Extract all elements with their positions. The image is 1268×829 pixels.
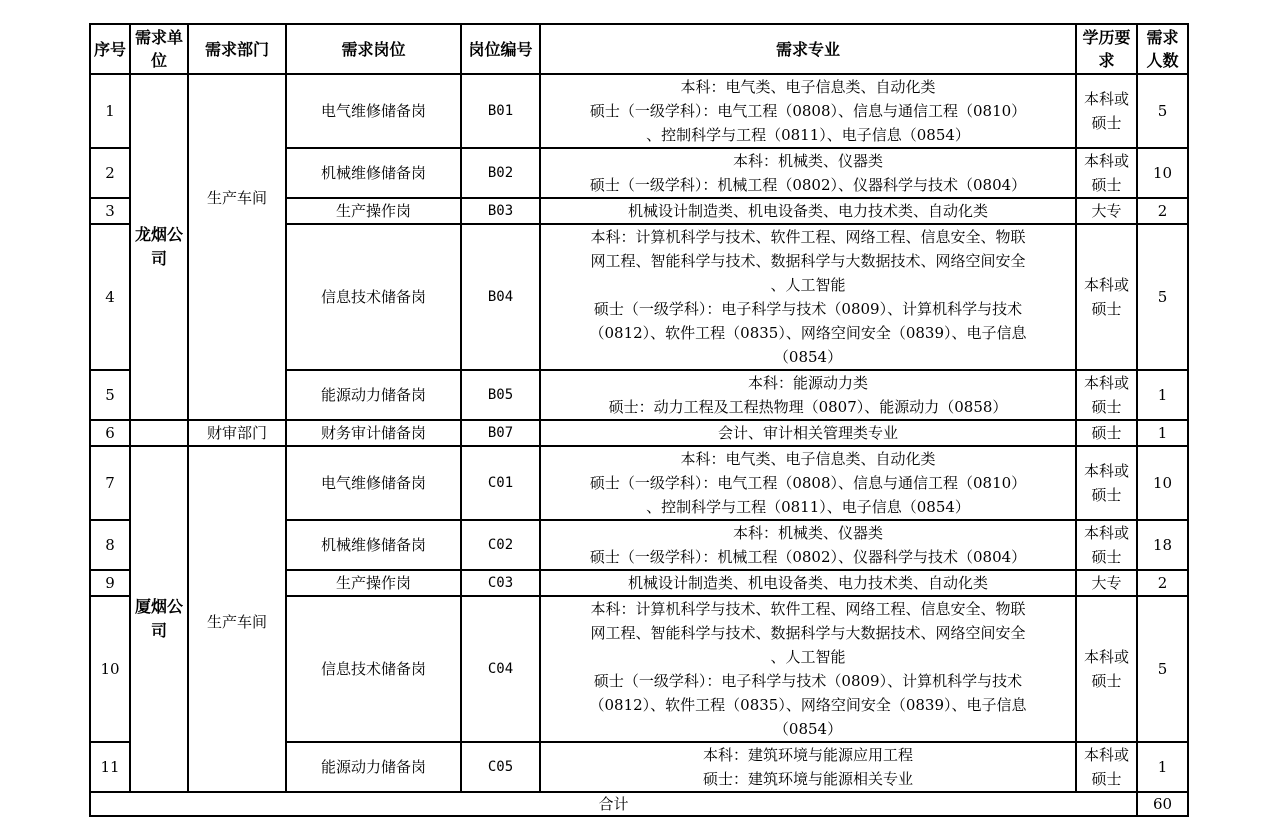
major-requirements xyxy=(540,570,1076,596)
major-requirements xyxy=(540,446,1076,520)
recruitment-table xyxy=(89,23,1189,817)
education-requirement: 本科或硕士 xyxy=(1076,370,1137,420)
post-code: B07 xyxy=(461,420,540,446)
headcount: 1 xyxy=(1137,742,1188,792)
education-requirement: 本科或硕士 xyxy=(1076,520,1137,570)
major-line: 硕士：建筑环境与能源相关专业 xyxy=(702,770,913,788)
major-line: 网工程、智能科学与技术、数据科学与大数据技术、网络空间安全 xyxy=(590,624,1026,642)
education-requirement: 大专 xyxy=(1076,198,1137,224)
post-code: C04 xyxy=(461,596,540,742)
headcount: 1 xyxy=(1137,420,1188,446)
post-name: 生产操作岗 xyxy=(286,570,461,596)
major-line: 本科：电气类、电子信息类、自动化类 xyxy=(680,78,936,96)
major-line: 硕士（一级学科）：电子科学与技术（0809）、计算机科学与技术 xyxy=(593,300,1023,318)
post-name: 财务审计储备岗 xyxy=(286,420,461,446)
header-unit: 需求单位 xyxy=(130,24,188,74)
unit-name: 龙烟公司 xyxy=(130,74,188,420)
headcount: 2 xyxy=(1137,570,1188,596)
unit-name: 厦烟公司 xyxy=(130,446,188,792)
row-number: 1 xyxy=(90,74,130,148)
major-requirements xyxy=(540,520,1076,570)
headcount: 5 xyxy=(1137,74,1188,148)
department-name: 生产车间 xyxy=(188,74,286,420)
row-number: 8 xyxy=(90,520,130,570)
post-code: C03 xyxy=(461,570,540,596)
unit-name-empty xyxy=(130,420,188,446)
header-row xyxy=(90,24,1188,74)
education-requirement: 本科或硕士 xyxy=(1076,596,1137,742)
post-name: 机械维修储备岗 xyxy=(286,520,461,570)
major-line: 机械设计制造类、机电设备类、电力技术类、自动化类 xyxy=(627,202,988,220)
major-requirements xyxy=(540,224,1076,370)
major-line: 本科：计算机科学与技术、软件工程、网络工程、信息安全、物联 xyxy=(590,228,1026,246)
header-dept: 需求部门 xyxy=(188,24,286,74)
header-seq: 序号 xyxy=(90,24,130,74)
education-requirement: 大专 xyxy=(1076,570,1137,596)
post-code: C01 xyxy=(461,446,540,520)
education-requirement: 本科或硕士 xyxy=(1076,74,1137,148)
major-line: 机械设计制造类、机电设备类、电力技术类、自动化类 xyxy=(627,574,988,592)
post-name: 能源动力储备岗 xyxy=(286,370,461,420)
post-code: B02 xyxy=(461,148,540,198)
education-requirement: 硕士 xyxy=(1076,420,1137,446)
total-label: 合计 xyxy=(90,792,1137,816)
education-requirement: 本科或硕士 xyxy=(1076,148,1137,198)
department-name: 财审部门 xyxy=(188,420,286,446)
row-number: 9 xyxy=(90,570,130,596)
total-row xyxy=(90,792,1188,816)
post-code: B03 xyxy=(461,198,540,224)
post-name: 信息技术储备岗 xyxy=(286,224,461,370)
post-code: B01 xyxy=(461,74,540,148)
total-value: 60 xyxy=(1137,792,1188,816)
headcount: 5 xyxy=(1137,596,1188,742)
row-number: 3 xyxy=(90,198,130,224)
row-number: 2 xyxy=(90,148,130,198)
major-line: 网工程、智能科学与技术、数据科学与大数据技术、网络空间安全 xyxy=(590,252,1026,270)
headcount: 10 xyxy=(1137,148,1188,198)
row-number: 10 xyxy=(90,596,130,742)
post-code: B05 xyxy=(461,370,540,420)
major-line: 、控制科学与工程（0811）、电子信息（0854） xyxy=(646,126,970,144)
header-major: 需求专业 xyxy=(540,24,1076,74)
major-line: 本科：计算机科学与技术、软件工程、网络工程、信息安全、物联 xyxy=(590,600,1026,618)
major-line: （0812）、软件工程（0835）、网络空间安全（0839）、电子信息 xyxy=(589,696,1027,714)
headcount: 2 xyxy=(1137,198,1188,224)
department-name: 生产车间 xyxy=(188,446,286,792)
major-requirements xyxy=(540,74,1076,148)
headcount: 1 xyxy=(1137,370,1188,420)
major-line: 本科：建筑环境与能源应用工程 xyxy=(702,746,913,764)
headcount: 5 xyxy=(1137,224,1188,370)
major-requirements xyxy=(540,596,1076,742)
header-code: 岗位编号 xyxy=(461,24,540,74)
header-count: 需求人数 xyxy=(1137,24,1188,74)
major-line: 本科：能源动力类 xyxy=(747,374,868,392)
headcount: 10 xyxy=(1137,446,1188,520)
post-name: 能源动力储备岗 xyxy=(286,742,461,792)
major-line: 本科：机械类、仪器类 xyxy=(732,152,883,170)
major-line: （0854） xyxy=(773,720,843,738)
major-line: 、人工智能 xyxy=(770,276,846,294)
table-row xyxy=(90,446,1188,520)
post-name: 电气维修储备岗 xyxy=(286,74,461,148)
post-name: 机械维修储备岗 xyxy=(286,148,461,198)
major-line: 硕士（一级学科）：电气工程（0808）、信息与通信工程（0810） xyxy=(589,474,1027,492)
major-line: 、控制科学与工程（0811）、电子信息（0854） xyxy=(646,498,970,516)
row-number: 7 xyxy=(90,446,130,520)
major-line: （0812）、软件工程（0835）、网络空间安全（0839）、电子信息 xyxy=(589,324,1027,342)
row-number: 11 xyxy=(90,742,130,792)
table-row xyxy=(90,420,1188,446)
major-line: 、人工智能 xyxy=(770,648,846,666)
major-line: （0854） xyxy=(773,348,843,366)
education-requirement: 本科或硕士 xyxy=(1076,742,1137,792)
header-post: 需求岗位 xyxy=(286,24,461,74)
major-requirements xyxy=(540,370,1076,420)
major-requirements xyxy=(540,420,1076,446)
education-requirement: 本科或硕士 xyxy=(1076,446,1137,520)
major-line: 硕士（一级学科）：电气工程（0808）、信息与通信工程（0810） xyxy=(589,102,1027,120)
post-code: C02 xyxy=(461,520,540,570)
major-line: 本科：机械类、仪器类 xyxy=(732,524,883,542)
major-line: 硕士（一级学科）：电子科学与技术（0809）、计算机科学与技术 xyxy=(593,672,1023,690)
major-line: 硕士（一级学科）：机械工程（0802）、仪器科学与技术（0804） xyxy=(589,176,1027,194)
row-number: 5 xyxy=(90,370,130,420)
headcount: 18 xyxy=(1137,520,1188,570)
post-name: 信息技术储备岗 xyxy=(286,596,461,742)
education-requirement: 本科或硕士 xyxy=(1076,224,1137,370)
major-line: 会计、审计相关管理类专业 xyxy=(717,424,898,442)
post-name: 生产操作岗 xyxy=(286,198,461,224)
major-line: 硕士（一级学科）：机械工程（0802）、仪器科学与技术（0804） xyxy=(589,548,1027,566)
post-name: 电气维修储备岗 xyxy=(286,446,461,520)
header-edu: 学历要求 xyxy=(1076,24,1137,74)
post-code: B04 xyxy=(461,224,540,370)
major-requirements xyxy=(540,148,1076,198)
major-line: 本科：电气类、电子信息类、自动化类 xyxy=(680,450,936,468)
major-line: 硕士：动力工程及工程热物理（0807）、能源动力（0858） xyxy=(608,398,1008,416)
row-number: 6 xyxy=(90,420,130,446)
major-requirements xyxy=(540,198,1076,224)
table-row xyxy=(90,74,1188,148)
major-requirements xyxy=(540,742,1076,792)
row-number: 4 xyxy=(90,224,130,370)
post-code: C05 xyxy=(461,742,540,792)
